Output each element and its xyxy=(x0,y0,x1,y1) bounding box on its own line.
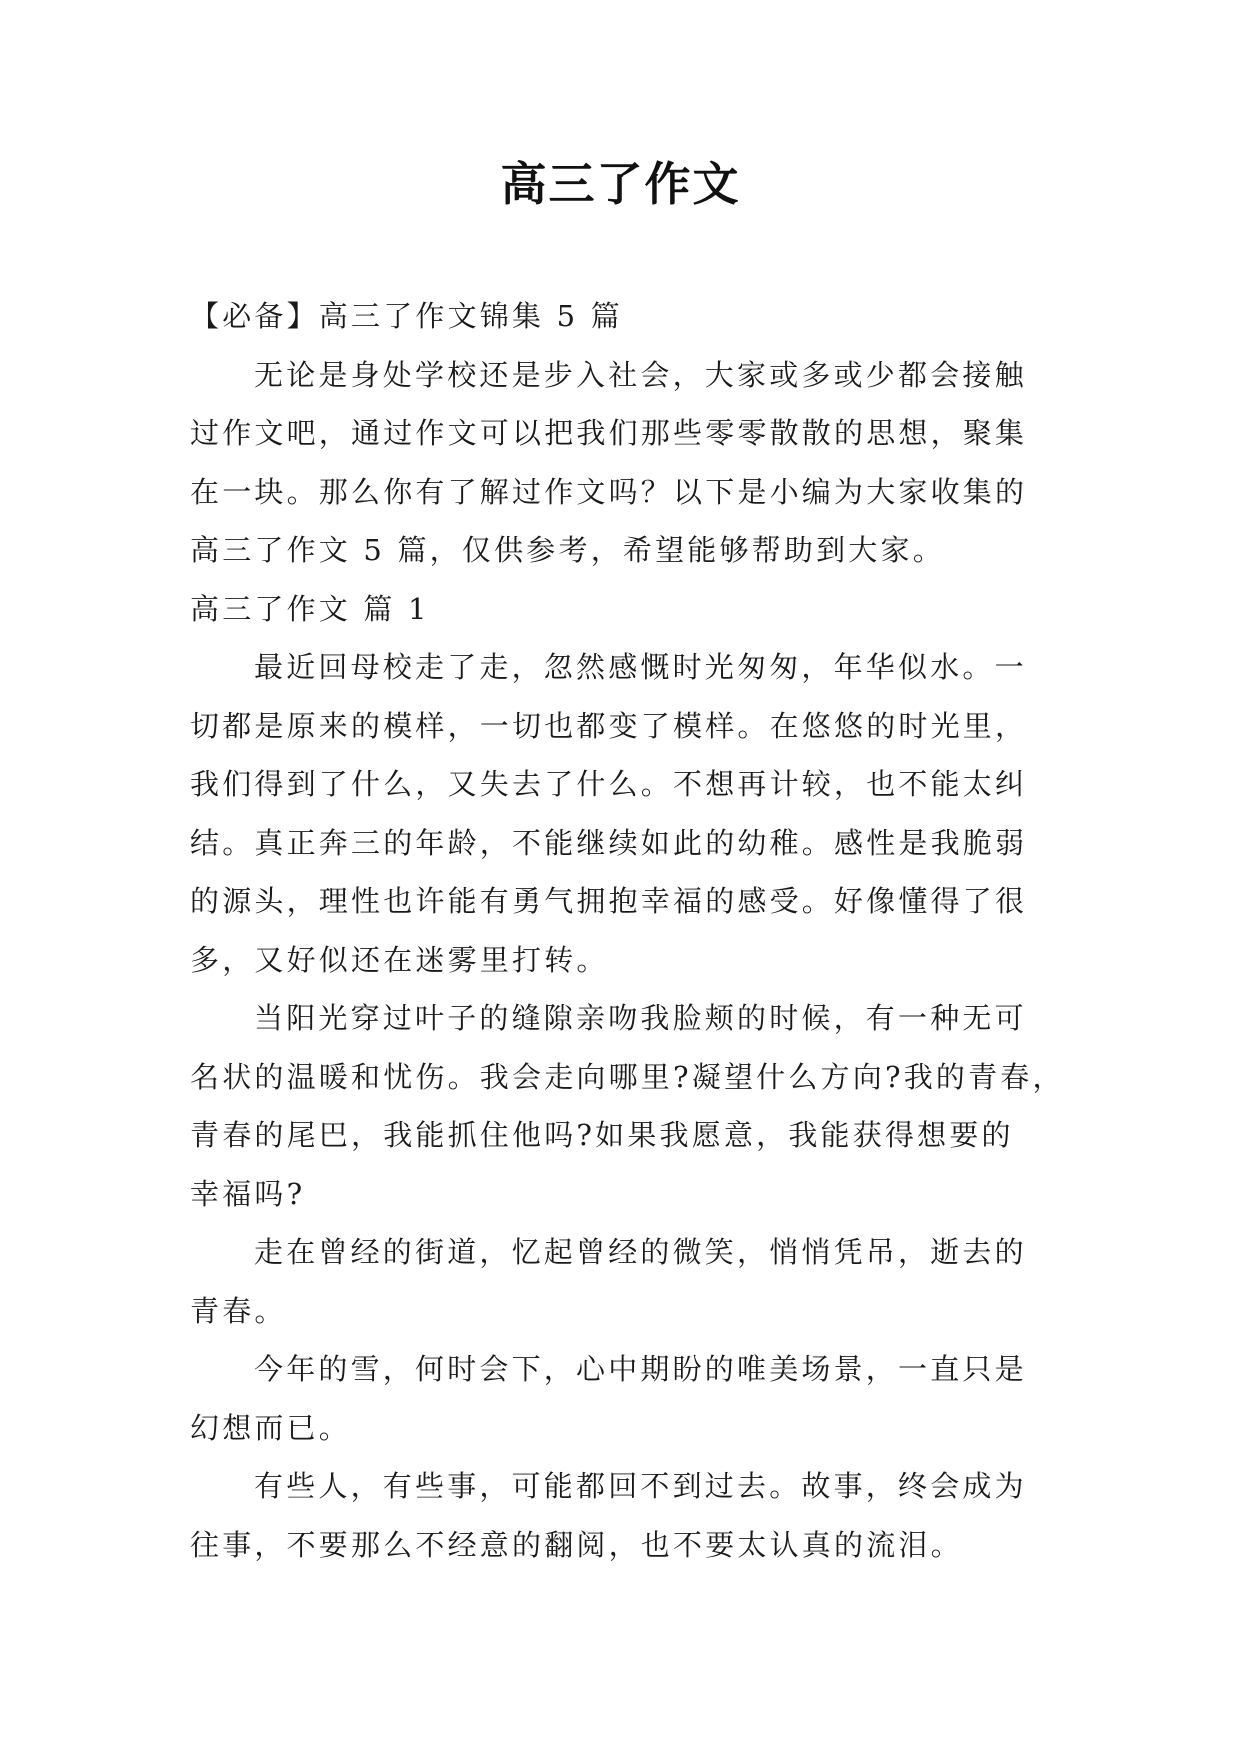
subtitle-line: 【必备】高三了作文锦集 5 篇 xyxy=(190,299,623,333)
paragraph-line: 在一块。那么你有了解过作文吗？以下是小编为大家收集的 xyxy=(190,474,1028,509)
paragraph-line: 当阳光穿过叶子的缝隙亲吻我脸颊的时候，有一种无可 xyxy=(254,1001,1027,1035)
paragraph-line: 高三了作文 5 篇，仅供参考，希望能够帮助到大家。 xyxy=(190,533,945,567)
paragraph-line: 幻想而已。 xyxy=(190,1410,352,1445)
document-body xyxy=(190,287,1065,1574)
paragraph-line: 名状的温暖和忧伤。我会走向哪里?凝望什么方向?我的青春， xyxy=(190,1059,1065,1094)
paragraph-line: 青春的尾巴，我能抓住他吗?如果我愿意，我能获得想要的 xyxy=(190,1118,1014,1152)
section-heading: 高三了作文 篇 1 xyxy=(190,591,430,626)
paragraph-line: 切都是原来的模样，一切也都变了模样。在悠悠的时光里， xyxy=(190,708,1028,743)
paragraph-line: 我们得到了什么，又失去了什么。不想再计较，也不能太纠 xyxy=(190,767,1028,801)
page-title: 高三了作文 xyxy=(500,157,741,211)
paragraph-line: 有些人，有些事，可能都回不到过去。故事，终会成为 xyxy=(254,1469,1027,1503)
paragraph-line: 无论是身处学校还是步入社会，大家或多或少都会接触 xyxy=(254,357,1027,392)
paragraph-line: 走在曾经的街道，忆起曾经的微笑，悄悄凭吊，逝去的 xyxy=(254,1235,1027,1269)
paragraph-line: 幸福吗? xyxy=(190,1176,306,1211)
paragraph-line: 最近回母校走了走，忽然感慨时光匆匆，年华似水。一 xyxy=(254,650,1027,684)
paragraph-line: 的源头，理性也许能有勇气拥抱幸福的感受。好像懂得了很 xyxy=(190,884,1028,918)
paragraph-line: 结。真正奔三的年龄，不能继续如此的幼稚。感性是我脆弱 xyxy=(190,825,1028,860)
paragraph-line: 今年的雪，何时会下，心中期盼的唯美场景，一直只是 xyxy=(254,1352,1027,1386)
paragraph-line: 多，又好似还在迷雾里打转。 xyxy=(190,942,609,977)
paragraph-line: 过作文吧，通过作文可以把我们那些零零散散的思想，聚集 xyxy=(190,416,1028,450)
paragraph-line: 往事，不要那么不经意的翻阅，也不要太认真的流泪。 xyxy=(190,1527,963,1562)
paragraph-line: 青春。 xyxy=(190,1293,287,1328)
